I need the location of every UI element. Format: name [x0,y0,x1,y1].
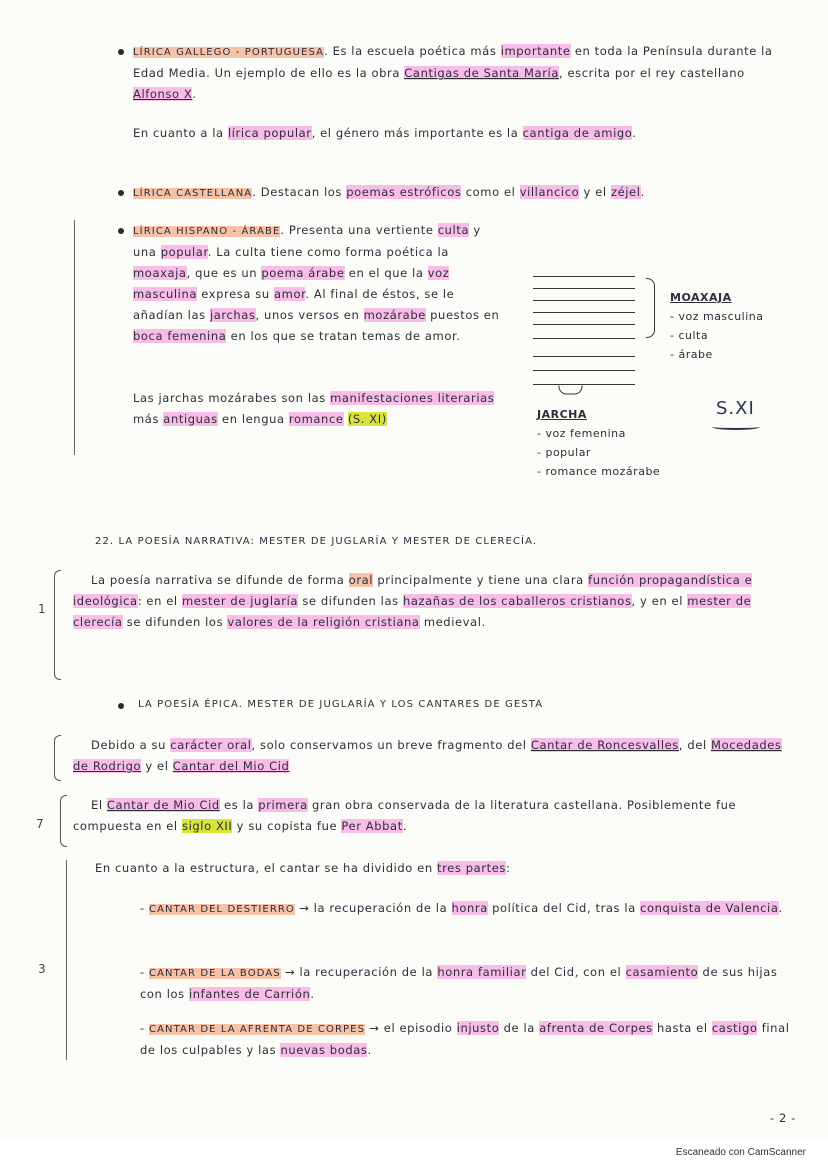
jarcha-label-block [537,405,660,481]
jarcha-title: JARCHA [537,408,587,421]
verse-line [533,324,635,325]
lirica-hispano-paragraph: LÍRICA HISPANO - ÁRABE. Presenta una vertiente culta y una popular. La culta tiene como forma poética la moaxaja, que es un poema árabe en el que la voz masculina expresa su amor. Al final de éstos, se le añadían las jarchas, unos versos en mozárabe puestos en boca femenina en los que se tratan temas de amor. [133,223,500,343]
parte-item: - CANTAR DEL DESTIERRO → la recuperación de la honra política del Cid, tras la conquista de Valencia. [140,901,783,915]
page-number: - 2 - [770,1111,796,1125]
margin-line [66,860,67,1060]
parte-item: - CANTAR DE LA AFRENTA DE CORPES → el episodio injusto de la afrenta de Corpes hasta el castigo final de los culpables y las nuevas bodas. [140,1021,790,1057]
parte-title: CANTAR DE LA AFRENTA DE CORPES [149,1024,366,1035]
verse-line [533,370,635,371]
lirica-popular-paragraph: En cuanto a la lírica popular, el género más importante es la cantiga de amigo. [133,126,637,140]
bullet [118,190,124,196]
margin-number: 1 [38,602,46,616]
bullet [118,703,124,709]
epica-paragraph-2: El Cantar de Mio Cid es la primera gran obra conservada de la literatura castellana. Posiblemente fue compuesta en el siglo XII y su copista fue Per Abbat. [73,798,737,833]
moaxaja-brace [646,278,655,338]
jarchas-paragraph: Las jarchas mozárabes son las manifestaciones literarias más antiguas en lengua romance (S. XI) [133,391,495,426]
verse-line [533,312,635,313]
verse-line [533,288,635,289]
verse-line [533,384,635,385]
jarcha-item: - romance mozárabe [537,465,661,478]
section-title: LÍRICA HISPANO - ÁRABE [133,226,281,237]
poesia-epica-heading: LA POESÍA ÉPICA. MESTER DE JUGLARÍA Y LOS CANTARES DE GESTA [138,699,544,710]
lirica-castellana-paragraph: LÍRICA CASTELLANA. Destacan los poemas estróficos como el villancico y el zéjel. [133,185,645,199]
century-label: S.XI [716,398,755,419]
scanner-watermark: Escaneado con CamScanner [675,1147,806,1158]
parte-item: - CANTAR DE LA BODAS → la recuperación de la honra familiar del Cid, con el casamiento de sus hijas con los infantes de Carrión. [140,965,778,1001]
bullet [118,49,124,55]
moaxaja-title: MOAXAJA [670,291,732,304]
bullet [118,228,124,234]
century-underline [712,424,760,430]
epica-paragraph-1: Debido a su carácter oral, solo conservamos un breve fragmento del Cantar de Roncesvalles, del Mocedades de Rodrigo y el Cantar del Mio Cid [73,738,782,773]
margin-line [74,220,75,455]
section-22-paragraph: La poesía narrativa se difunde de forma oral principalmente y tiene una clara función propagandística e ideológica: en el mester de juglaría se difunden las hazañas de los caballeros cristianos, y en el mester de clerecía se difunden los valores de la religión cristiana medieval. [73,573,753,629]
lirica-gallego-paragraph: LÍRICA GALLEGO - PORTUGUESA. Es la escuela poética más importante en toda la Península durante la Edad Media. Un ejemplo de ello es la obra Cantigas de Santa María, escrita por el rey castellano Alfonso X. [133,44,773,101]
section-22-heading: 22. LA POESÍA NARRATIVA: MESTER DE JUGLARÍA Y MESTER DE CLERECÍA. [95,536,538,547]
moaxaja-item: - árabe [670,348,713,361]
paragraph-bracket [60,795,67,847]
paragraph-bracket [54,735,61,781]
verse-line [533,276,635,277]
margin-number: 7 [36,817,44,831]
verse-line [533,300,635,301]
section-title: LÍRICA GALLEGO - PORTUGUESA [133,47,325,58]
moaxaja-label-block [670,288,764,364]
verse-line [533,338,635,339]
parte-title: CANTAR DEL DESTIERRO [149,904,295,915]
parte-title: CANTAR DE LA BODAS [149,968,281,979]
verse-line [533,356,635,357]
jarcha-brace [559,386,583,395]
section-title: LÍRICA CASTELLANA [133,188,253,199]
jarcha-item: - voz femenina [537,427,626,440]
jarcha-item: - popular [537,446,591,459]
moaxaja-item: - voz masculina [670,310,764,323]
epica-paragraph-3: En cuanto a la estructura, el cantar se ha dividido en tres partes: [95,861,511,875]
paragraph-bracket [54,570,61,680]
margin-number: 3 [38,962,46,976]
moaxaja-item: - culta [670,329,709,342]
